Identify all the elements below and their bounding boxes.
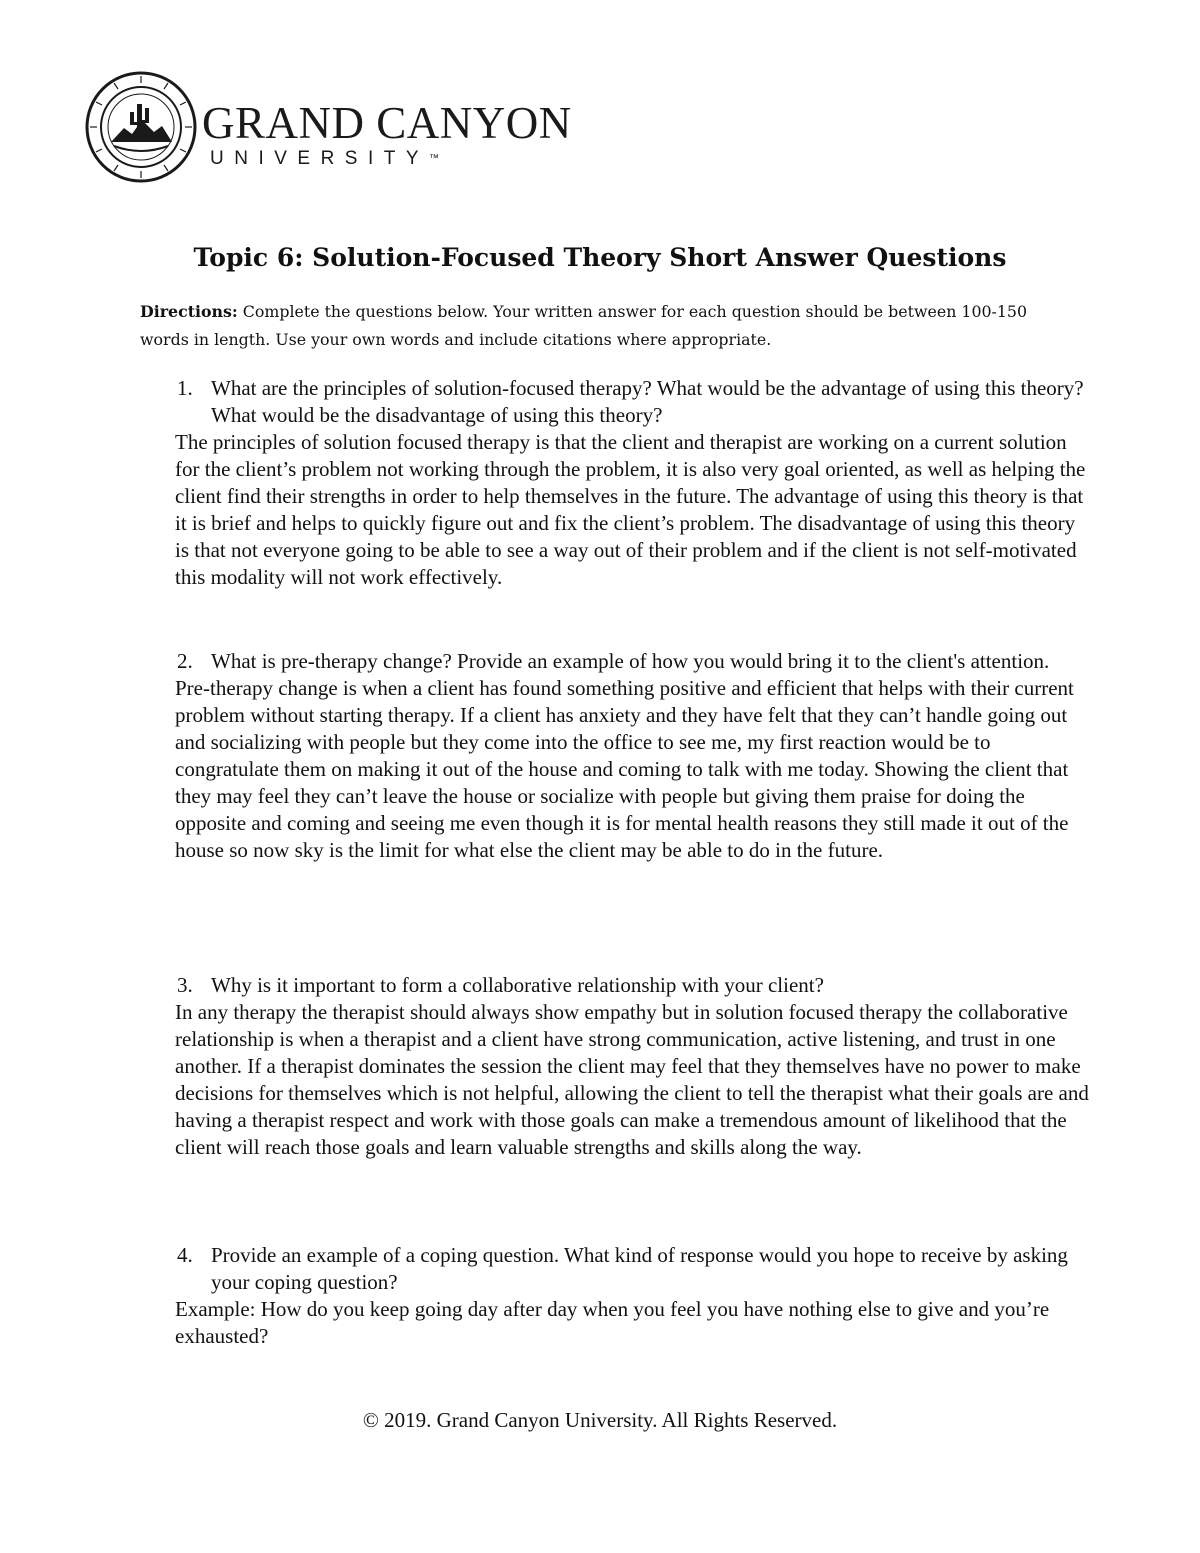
answer-text: Example: How do you keep going day after day when you feel you have nothing else to give and you’re exhausted? [175,1297,1050,1348]
question-number: 4. [177,1243,193,1267]
question-text: What is pre-therapy change? Provide an example of how you would bring it to the client's attention. [211,649,1050,673]
answer-text: In any therapy the therapist should always show empathy but in solution focused therapy the collaborative relationship is when a therapist and a client have strong communication, active listening, and trust in one another. If a therapist dominates the session the client may feel that they themselves have no power to make decisions for themselves which is not helpful, allowing the client to tell the therapist what their goals are and having a therapist respect and work with those goals can make a tremendous amount of likelihood that the client will reach those goals and learn valuable strengths and skills along the way. [175,1000,1089,1159]
answer-text: Pre-therapy change is when a client has found something positive and efficient that helps with their current problem without starting therapy. If a client has anxiety and they have felt that they can’t handle going out and socializing with people but they come into the office to see me, my first reaction would be to congratulate them on making it out of the house and coming to talk with me today. Showing the client that they may feel they can’t leave the house or socialize with people but giving them praise for doing the opposite and coming and seeing me even though it is for mental health reasons they still made it out of the house so now sky is the limit for what else the client may be able to do in the future. [175,676,1074,862]
question-item [175,1242,1090,1296]
university-wordmark [202,100,572,171]
question-text: Provide an example of a coping question. What kind of response would you hope to receive by asking your coping question? [211,1243,1068,1294]
copyright-footer: © 2019. Grand Canyon University. All Rights Reserved. [362,1408,838,1432]
trademark-symbol: ™ [429,153,440,164]
question-number: 2. [177,649,193,673]
directions-text: Complete the questions below. Your written answer for each question should be between 100-150 words in length. Use your own words and include citations where appropriate. [140,302,1028,349]
answer-text: The principles of solution focused therapy is that the client and therapist are working on a current solution for the client’s problem not working through the problem, it is also very goal oriented, as well as helping the client find their strengths in order to help themselves in the future. The advantage of using this theory is that it is brief and helps to quickly figure out and fix the client’s problem. The disadvantage of using this theory is that not everyone going to be able to see a way out of their problem and if the client is not self-motivated this modality will not work effectively. [175,430,1086,589]
question-block-3 [175,972,1090,1161]
wordmark-top-line: GRAND CANYON [202,98,572,148]
wordmark-bottom-line: UNIVERSITY™ [210,148,440,169]
question-item [175,972,1090,999]
university-logo [84,70,574,200]
question-block-1 [175,375,1090,591]
question-item [175,648,1090,675]
directions-paragraph [140,298,1060,354]
directions-label: Directions: [140,302,238,321]
question-item [175,375,1090,429]
question-number: 3. [177,973,193,997]
page-title: Topic 6: Solution-Focused Theory Short Answer Questions [193,243,1007,272]
university-seal-icon [84,70,198,184]
question-text: What are the principles of solution-focused therapy? What would be the advantage of using this theory? What would be the disadvantage of using this theory? [211,376,1084,427]
question-text: Why is it important to form a collaborative relationship with your client? [211,973,824,997]
question-number: 1. [177,376,193,400]
question-block-2 [175,648,1090,864]
question-block-4 [175,1242,1090,1350]
